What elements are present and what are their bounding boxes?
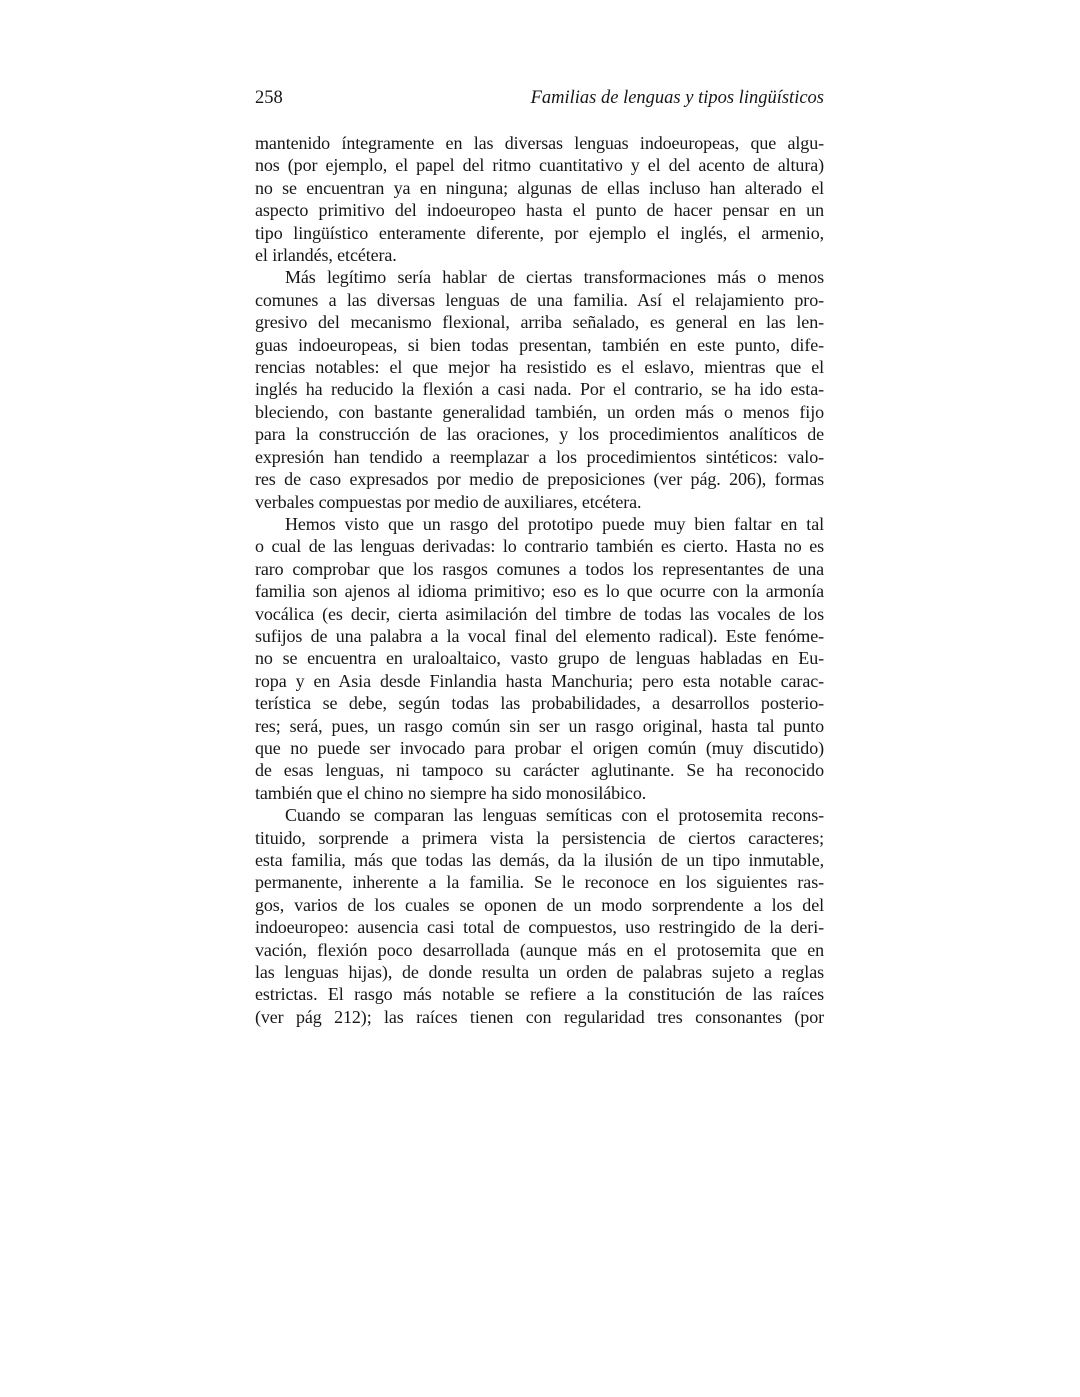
text-line: las lenguas hijas), de donde resulta un orden de palabras sujeto a reglas (255, 962, 824, 983)
text-line: res de caso expresados por medio de preposiciones (ver pág. 206), formas (255, 469, 824, 490)
running-header (255, 87, 824, 109)
text-line: esta familia, más que todas las demás, da la ilusión de un tipo inmutable, (255, 850, 824, 870)
text-line: o cual de las lenguas derivadas: lo contrario también es cierto. Hasta no es (255, 536, 824, 557)
text-line: tituido, sorprende a primera vista la persistencia de ciertos caracteres; (255, 827, 824, 848)
text-line: ropa y en Asia desde Finlandia hasta Manchuria; pero esta notable carac- (255, 670, 824, 691)
text-line: nos (por ejemplo, el papel del ritmo cuantitativo y el del acento de altura) (255, 155, 824, 176)
text-line: rencias notables: el que mejor ha resistido es el eslavo, mientras que el (255, 357, 824, 378)
text-line: bleciendo, con bastante generalidad también, un orden más o menos fijo (255, 401, 824, 422)
page-body (255, 132, 824, 1028)
text-line: Hemos visto que un rasgo del prototipo puede muy bien faltar en tal (285, 513, 824, 534)
paragraph (255, 266, 824, 512)
running-title: Familias de lenguas y tipos lingüísticos (530, 88, 824, 108)
text-line: Más legítimo sería hablar de ciertas transformaciones más o menos (285, 267, 824, 288)
text-line: (ver pág 212); las raíces tienen con regularidad tres consonantes (por (255, 1006, 824, 1027)
text-line: verbales compuestas por medio de auxiliares, etcétera. (255, 491, 642, 512)
text-line: gresivo del mecanismo flexional, arriba señalado, es general en las len- (255, 312, 824, 333)
page-number: 258 (255, 88, 283, 108)
paragraph (255, 804, 824, 1028)
text-line: vación, flexión poco desarrollada (aunque más en el protosemita que en (255, 939, 824, 960)
text-line: mantenido íntegramente en las diversas lenguas indoeuropeas, que algu- (255, 133, 824, 153)
text-line: res; será, pues, un rasgo común sin ser un rasgo original, hasta tal punto (255, 715, 824, 736)
text-line: no se encuentra en uraloaltaico, vasto grupo de lenguas habladas en Eu- (255, 648, 824, 669)
paragraph (255, 513, 824, 804)
text-line: comunes a las diversas lenguas de una familia. Así el relajamiento pro- (255, 289, 824, 310)
text-line: el irlandés, etcétera. (255, 245, 397, 266)
text-line: sufijos de una palabra a la vocal final del elemento radical). Este fenóme- (255, 625, 824, 646)
text-line: aspecto primitivo del indoeuropeo hasta el punto de hacer pensar en un (255, 200, 824, 221)
text-line: no se encuentran ya en ninguna; algunas de ellas incluso han alterado el (255, 177, 824, 198)
text-line: vocálica (es decir, cierta asimilación del timbre de todas las vocales de los (255, 603, 824, 624)
text-line: también que el chino no siempre ha sido monosilábico. (255, 782, 647, 803)
text-line: tipo lingüístico enteramente diferente, por ejemplo el inglés, el armenio, (255, 222, 824, 243)
text-line: permanente, inherente a la familia. Se le reconoce en los siguientes ras- (255, 872, 824, 893)
text-line: guas indoeuropeas, si bien todas presentan, también en este punto, dife- (255, 334, 824, 355)
text-line: expresión han tendido a reemplazar a los procedimientos sintéticos: valo- (255, 446, 824, 467)
text-line: para la construcción de las oraciones, y los procedimientos analíticos de (255, 424, 824, 445)
text-line: de esas lenguas, ni tampoco su carácter aglutinante. Se ha reconocido (255, 760, 824, 781)
text-line: inglés ha reducido la flexión a casi nada. Por el contrario, se ha ido esta- (255, 379, 824, 400)
text-line: raro comprobar que los rasgos comunes a todos los representantes de una (255, 558, 824, 579)
text-line: que no puede ser invocado para probar el origen común (muy discutido) (255, 737, 824, 758)
text-line: indoeuropeo: ausencia casi total de compuestos, uso restringido de la deri- (255, 917, 824, 938)
paragraph (255, 132, 824, 266)
text-line: terística se debe, según todas las probabilidades, a desarrollos posterio- (255, 693, 824, 714)
book-page (255, 87, 824, 1028)
text-line: familia son ajenos al idioma primitivo; eso es lo que ocurre con la armonía (255, 581, 824, 602)
text-line: gos, varios de los cuales se oponen de un modo sorprendente a los del (255, 894, 824, 915)
text-line: Cuando se comparan las lenguas semíticas con el protosemita recons- (285, 805, 824, 826)
text-line: estrictas. El rasgo más notable se refiere a la constitución de las raíces (255, 984, 824, 1005)
